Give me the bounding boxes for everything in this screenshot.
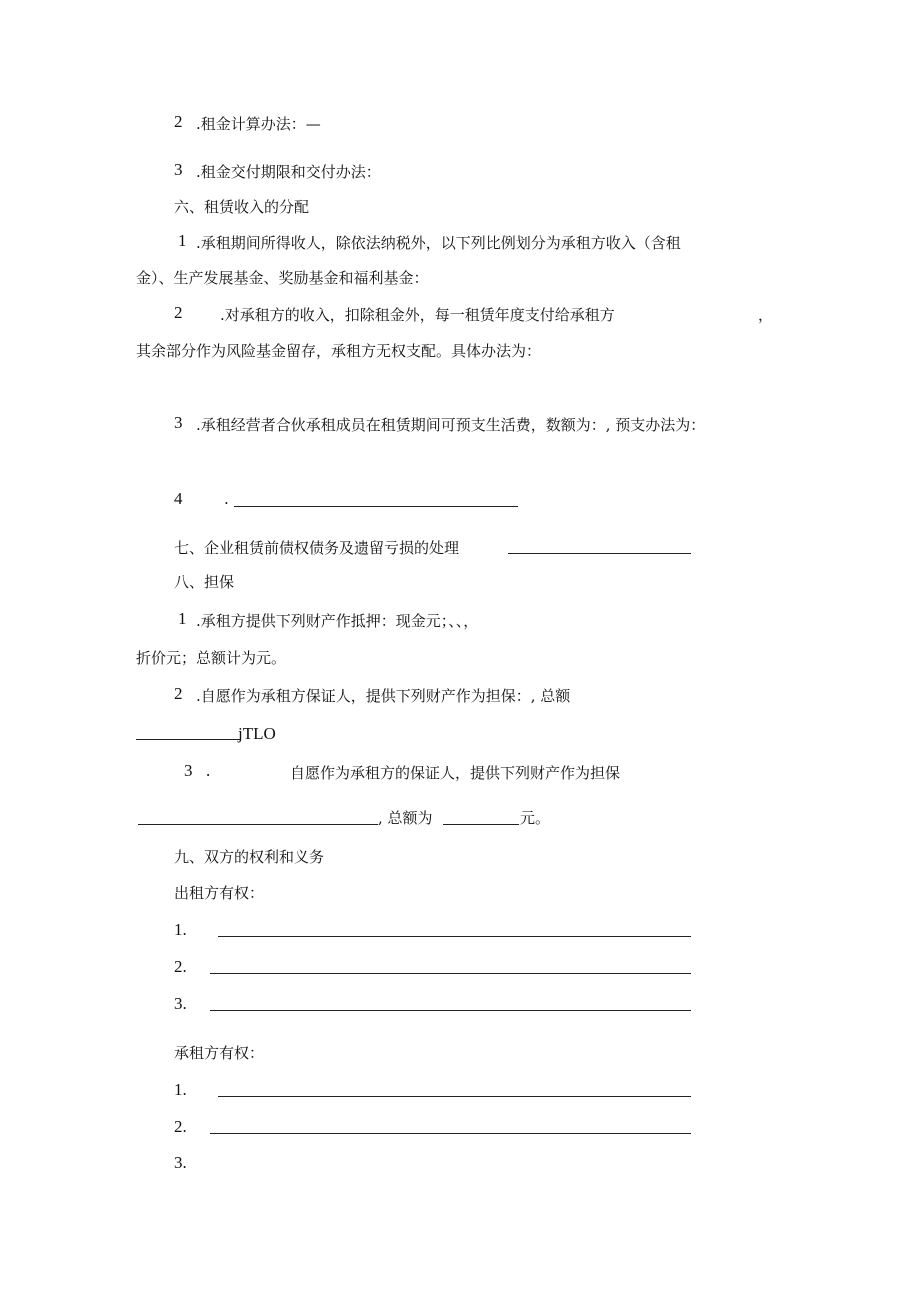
item-number: 2 [174,684,183,703]
lessor-rights-heading: 出租方有权： [174,884,265,902]
section-heading-7: 七、企业租赁前债权债务及遗留亏损的处理 [174,539,460,557]
fill-in-blank [136,739,240,740]
income-division-clause: .承租期间所得收人，除依法纳税外，以下列比例划分为承租方收入（含租 [196,234,681,252]
list-item-number: 2. [174,1117,187,1136]
punctuation: . [206,761,211,780]
list-item-number: 1. [174,1080,187,1099]
list-item-number: 3. [174,994,187,1013]
rent-payment-terms: .租金交付期限和交付办法： [196,163,381,181]
section-heading-9: 九、双方的权利和义务 [174,848,325,866]
total-amount-label: , 总额为 [378,809,433,827]
rent-calculation-method: .租金计算办法：— [196,115,321,133]
fill-in-blank [210,1133,691,1134]
fill-in-blank [138,824,378,825]
section-heading-8: 八、担保 [174,573,235,591]
mortgage-clause: .承租方提供下列财产作抵押：现金元；、、， [196,612,479,630]
lessee-rights-heading: 承租方有权： [174,1044,265,1062]
living-expense-advance-clause: .承租经营者合伙承租成员在租赁期间可预支生活费，数额为：, 预支办法为： [196,416,706,434]
mortgage-clause-cont: 折价元；总额计为元。 [136,649,287,667]
fill-in-blank [210,1010,691,1011]
fill-in-blank [443,824,519,825]
item-number: 1 [178,231,187,250]
fill-in-blank [218,936,691,937]
lessee-income-clause-cont: 其余部分作为风险基金留存，承租方无权支配。具体办法为： [136,342,542,360]
fill-in-blank [508,553,691,554]
currency-unit: 元。 [520,809,551,827]
item-number: 1 [178,609,187,628]
garbled-text: jTLO [238,724,276,743]
item-number: 3 [174,160,183,179]
list-item-number: 3. [174,1153,187,1172]
item-number: 2 [174,303,183,322]
list-item-number: 1. [174,920,187,939]
item-number: 3 [184,761,193,780]
list-item-number: 2. [174,957,187,976]
item-number: 3 [174,413,183,432]
section-heading-6: 六、租赁收入的分配 [174,198,310,216]
fill-in-blank [218,1096,691,1097]
punctuation: . [224,490,229,508]
item-number: 2 [174,112,183,131]
lessee-income-clause: .对承租方的收入，扣除租金外，每一租赁年度支付给承租方 [220,306,615,324]
income-division-clause-cont: 金）、生产发展基金、奖励基金和福利基金： [136,269,429,287]
guarantor-clause: .自愿作为承租方保证人，提供下列财产作为担保：, 总额 [196,687,571,705]
guarantor-clause-2: 自愿作为承租方的保证人，提供下列财产作为担保 [290,764,621,782]
fill-in-blank [234,506,518,507]
punctuation: ， [758,306,774,324]
fill-in-blank [210,973,691,974]
item-number: 4 [174,489,183,508]
